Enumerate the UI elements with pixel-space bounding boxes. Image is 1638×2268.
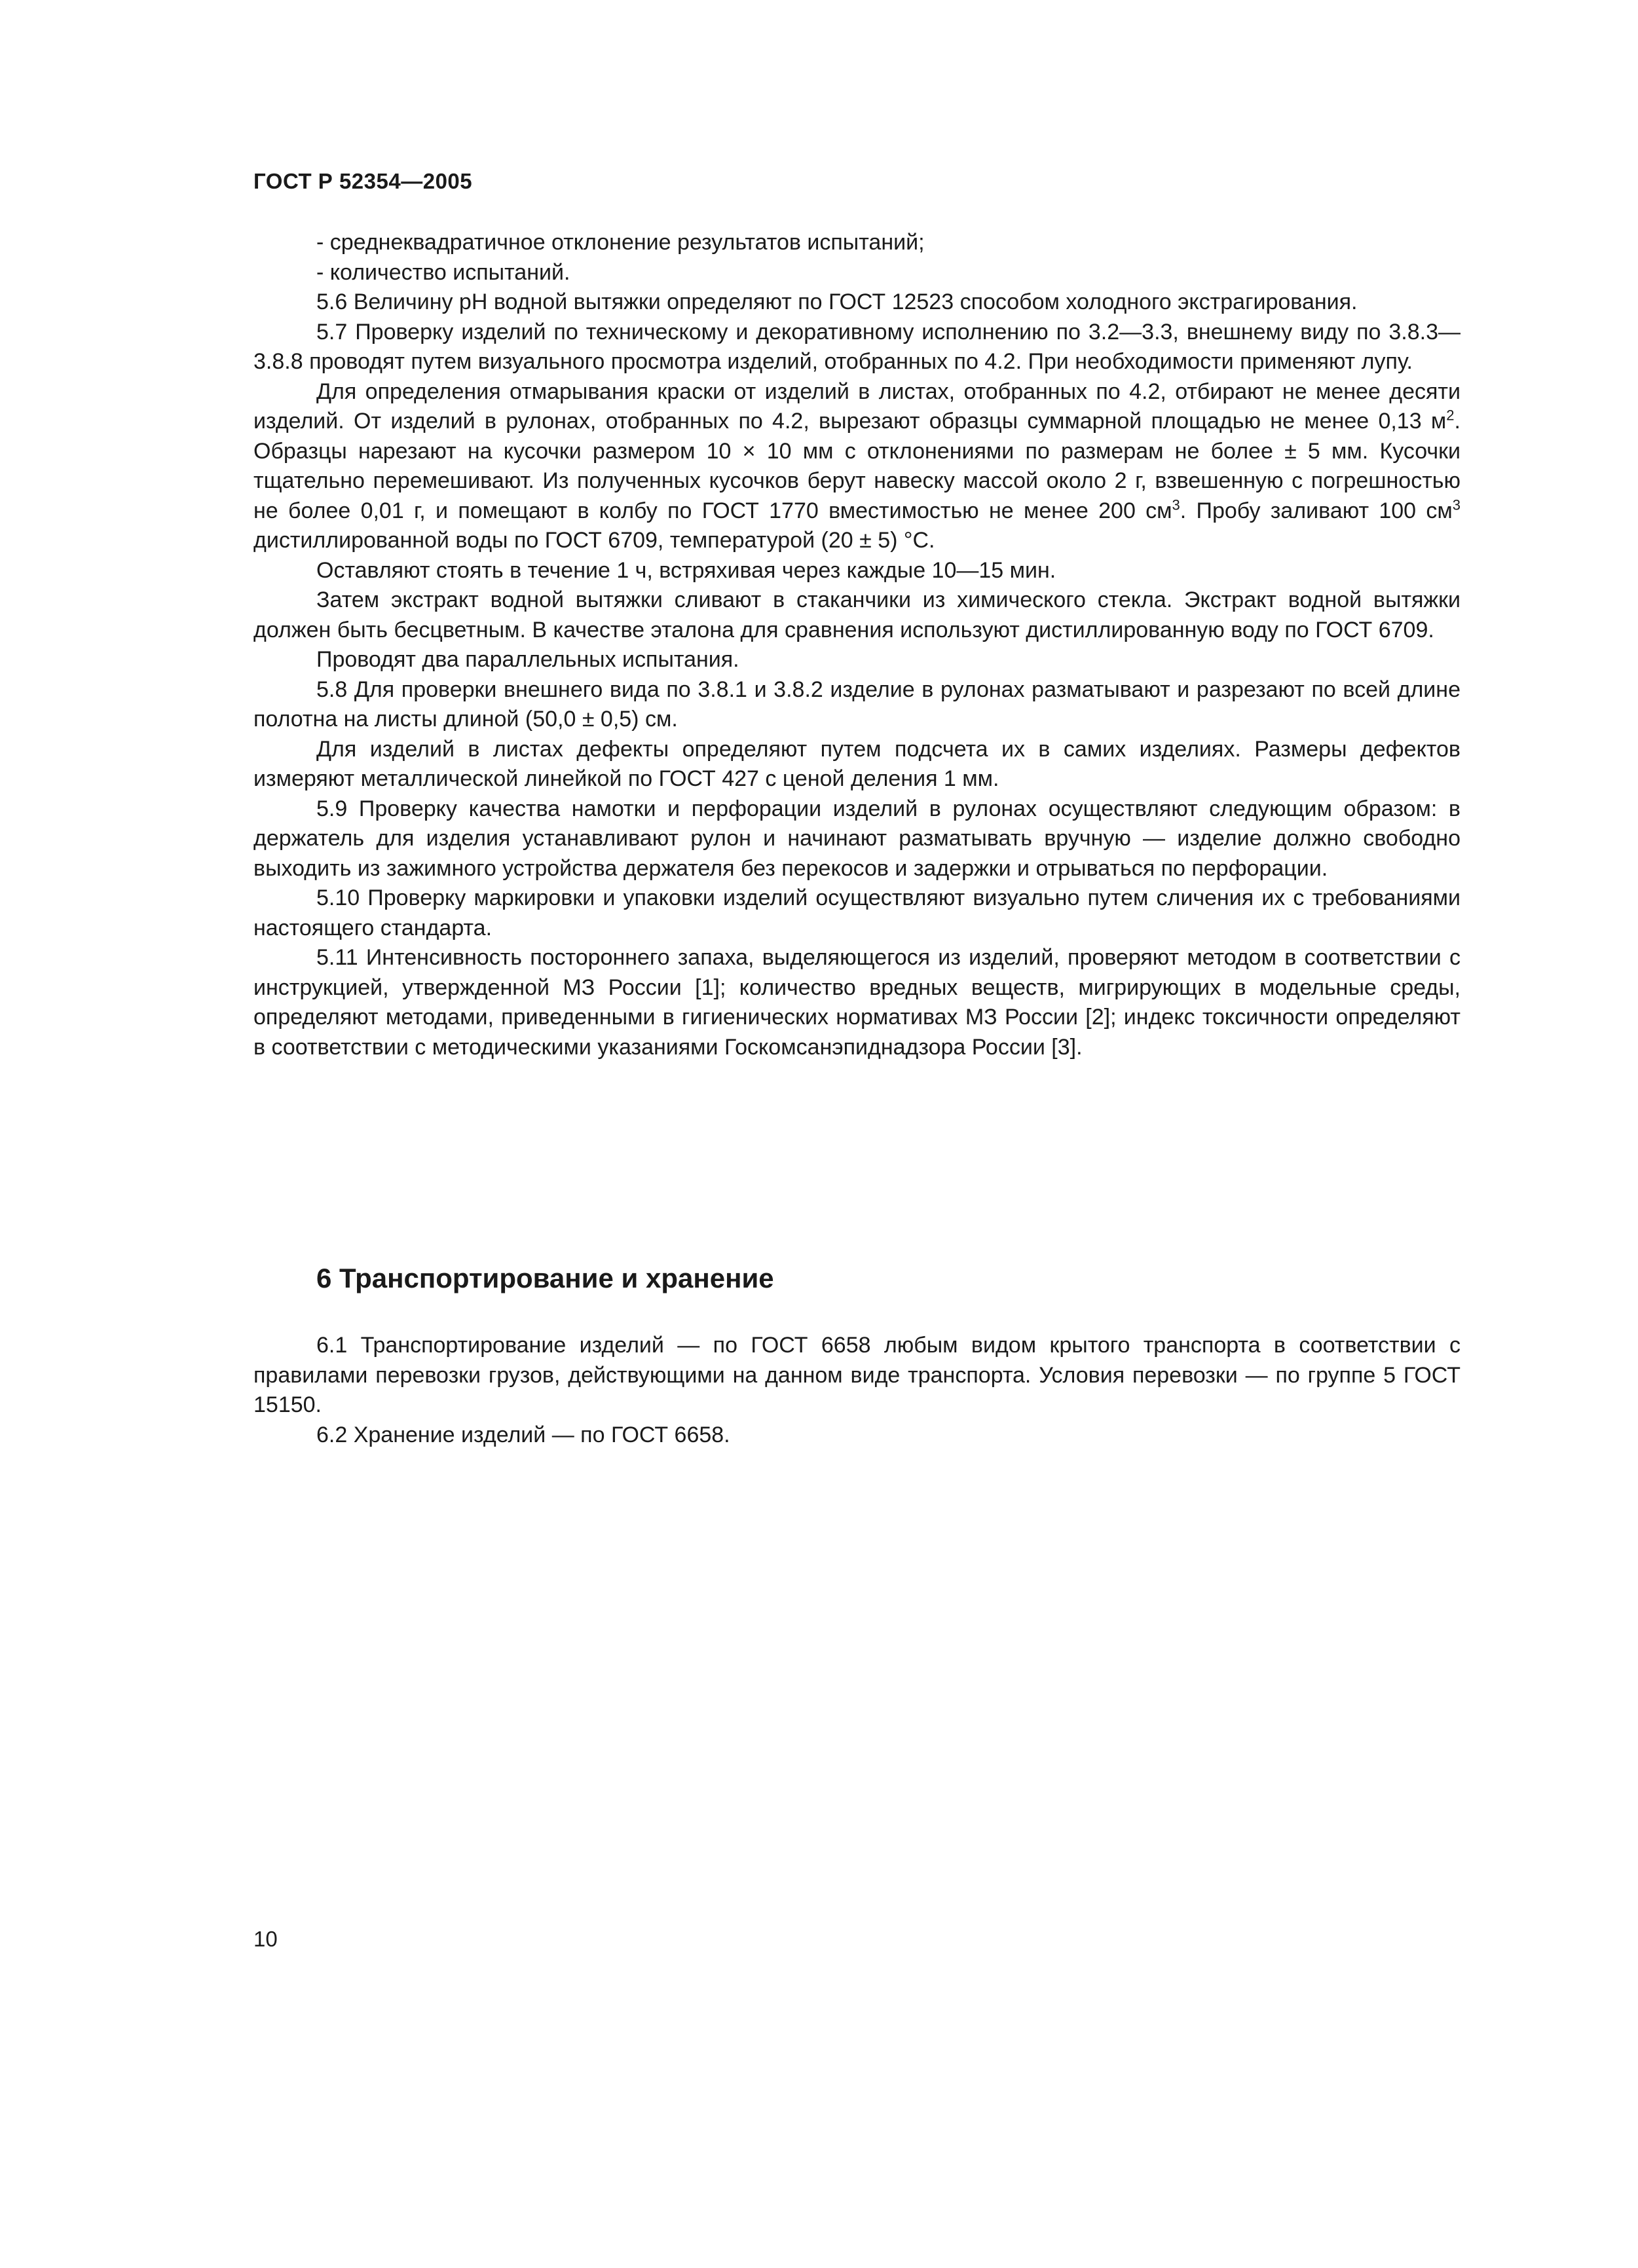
paragraph-5-9: 5.9 Проверку качества намотки и перфорации изделий в рулонах осуществляют следующим образом: в держатель для изделия устанавливают рулон и начинают разматывать вручную — изделие должно свободно выходить из зажимного устройства держателя без перекосов и задержки и отрываться по перфорации. (253, 796, 1461, 881)
superscript-m2: 2 (1446, 407, 1455, 424)
paint-transfer-text-1: Для определения отмарывания краски от изделий в листах, отобранных по 4.2, отбирают не менее десяти изделий. От изделий в рулонах, отобранных по 4.2, вырезают образцы суммарной площадью не менее 0,13 м (253, 379, 1461, 434)
paint-transfer-text-3: . Пробу заливают 100 см (1180, 498, 1453, 523)
superscript-cm3-b: 3 (1452, 496, 1461, 513)
paragraph-6-1: 6.1 Транспортирование изделий — по ГОСТ 6658 любым видом крытого транспорта в соответствии с правилами перевозки грузов, действующими на данном виде транспорта. Условия перевозки — по группе 5 ГОСТ 15150. (253, 1333, 1461, 1417)
paragraph-5-6: 5.6 Величину pH водной вытяжки определяют по ГОСТ 12523 способом холодного экстрагирования. (316, 289, 1358, 314)
paragraph-parallel-tests: Проводят два параллельных испытания. (316, 647, 739, 672)
section5-body (253, 228, 1461, 1062)
paragraph-6-2: 6.2 Хранение изделий — по ГОСТ 6658. (316, 1422, 730, 1447)
paint-transfer-text-2: . Образцы нарезают на кусочки размером 10 × 10 мм с отклонениями по размерам не более ± 5 мм. Кусочки тщательно перемешивают. Из полученных кусочков берут навеску массой около 2 г, взвешенную с погрешностью не более 0,01 г, и помещают в колбу по ГОСТ 1770 вместимостью не менее 200 см (253, 409, 1461, 523)
paragraph-5-11: 5.11 Интенсивность постороннего запаха, выделяющегося из изделий, проверяют методом в соответствии с инструкцией, утвержденной МЗ России [1]; количество вредных веществ, мигрирующих в модельные среды, определяют методами, приведенными в гигиенических нормативах МЗ России [2]; индекс токсичности определяют в соответствии с методическими указаниями Госкомсанэпиднадзора России [3]. (253, 945, 1461, 1060)
paint-transfer-text-4: дистиллированной воды по ГОСТ 6709, температурой (20 ± 5) °С. (253, 528, 935, 553)
paragraph-5-7: 5.7 Проверку изделий по техническому и декоративному исполнению по 3.2—3.3, внешнему виду по 3.8.3—3.8.8 проводят путем визуального просмотра изделий, отобранных по 4.2. При необходимости применяют лупу. (253, 319, 1461, 374)
paragraph-5-10: 5.10 Проверку маркировки и упаковки изделий осуществляют визуально путем сличения их с требованиями настоящего стандарта. (253, 885, 1461, 940)
paragraph-extract: Затем экстракт водной вытяжки сливают в стаканчики из химического стекла. Экстракт водной вытяжки должен быть бесцветным. В качестве эталона для сравнения используют дистиллированную воду по ГОСТ 6709. (253, 587, 1461, 642)
paragraph-std-deviation: - среднеквадратичное отклонение результатов испытаний; (316, 230, 925, 255)
superscript-cm3-a: 3 (1172, 496, 1180, 513)
paragraph-standing-time: Оставляют стоять в течение 1 ч, встряхивая через каждые 10—15 мин. (316, 557, 1056, 583)
paragraph-5-8: 5.8 Для проверки внешнего вида по 3.8.1 и 3.8.2 изделие в рулонах разматывают и разрезают по всей длине полотна на листы длиной (50,0 ± 0,5) см. (253, 677, 1461, 732)
paragraph-paint-transfer (253, 377, 1461, 556)
page-number: 10 (253, 1927, 278, 1951)
section-6-title: 6 Транспортирование и хранение (316, 1263, 774, 1293)
paragraph-test-count: - количество испытаний. (316, 259, 570, 285)
paragraph-sheet-defects: Для изделий в листах дефекты определяют путем подсчета их в самих изделиях. Размеры дефектов измеряют металлической линейкой по ГОСТ 427 с ценой деления 1 мм. (253, 736, 1461, 791)
section6-body (253, 1331, 1461, 1450)
document-header: ГОСТ Р 52354—2005 (253, 169, 473, 193)
